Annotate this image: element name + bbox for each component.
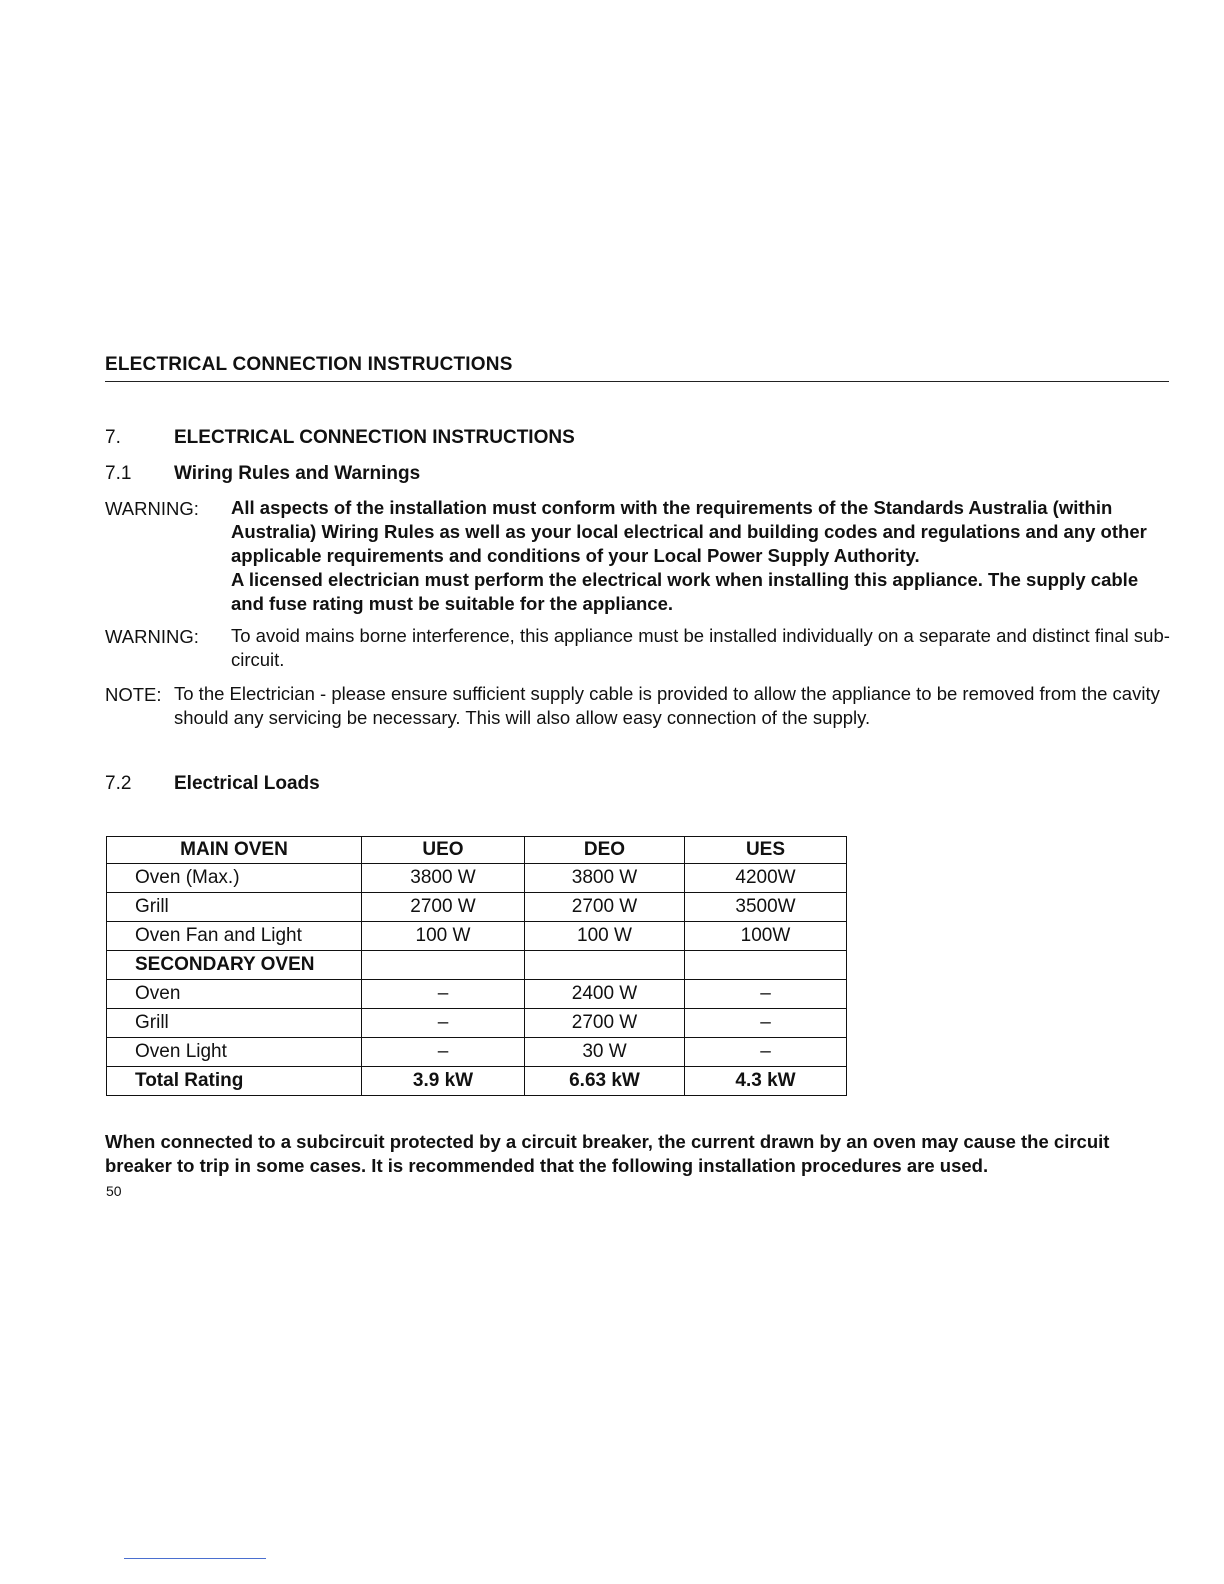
table-cell: 2700 W: [362, 893, 525, 922]
table-cell: –: [685, 980, 847, 1009]
table-cell: 2700 W: [525, 893, 685, 922]
table-cell: 2700 W: [525, 1009, 685, 1038]
table-row: [107, 1038, 847, 1067]
table-cell: –: [362, 1009, 525, 1038]
subsection-title: Wiring Rules and Warnings: [174, 463, 421, 484]
table-cell: Oven Fan and Light: [107, 922, 362, 951]
electrical-loads-table: [106, 836, 847, 1096]
table-cell: 3500W: [685, 893, 847, 922]
table-header-cell: UES: [685, 837, 847, 864]
table-cell: Grill: [107, 1009, 362, 1038]
warning-paragraph: To avoid mains borne interference, this appliance must be installed individually on a separate and distinct final sub-circuit.: [231, 625, 1170, 670]
table-header-cell: UEO: [362, 837, 525, 864]
table-cell: [685, 951, 847, 980]
page-number: 50: [106, 1183, 122, 1199]
warning-label: WARNING:: [105, 498, 199, 519]
warning-paragraph: All aspects of the installation must conform with the requirements of the Standards Australia (within Australia) Wiring Rules as well as your local electrical and building codes and regulations and any other applicable requirements and conditions of your Local Power Supply Authority.: [231, 497, 1147, 566]
note-label: NOTE:: [105, 684, 162, 705]
table-cell: Total Rating: [107, 1067, 362, 1096]
warning-paragraph: A licensed electrician must perform the electrical work when installing this appliance. The supply cable and fuse rating must be suitable for the appliance.: [231, 569, 1139, 614]
table-row: [107, 980, 847, 1009]
table-cell: Grill: [107, 893, 362, 922]
table-header-cell: MAIN OVEN: [107, 837, 362, 864]
table-cell: 3800 W: [525, 864, 685, 893]
table-row: [107, 951, 847, 980]
section-number: 7.: [105, 427, 121, 448]
table-cell: 4.3 kW: [685, 1067, 847, 1096]
note-text: [174, 682, 1172, 730]
table-cell: Oven (Max.): [107, 864, 362, 893]
page-header: ELECTRICAL CONNECTION INSTRUCTIONS: [105, 354, 513, 375]
table-row: [107, 864, 847, 893]
table-cell: 30 W: [525, 1038, 685, 1067]
table-header-row: [107, 837, 847, 864]
table-row: [107, 922, 847, 951]
table-cell: SECONDARY OVEN: [107, 951, 362, 980]
table-cell: –: [362, 1038, 525, 1067]
table-cell: 6.63 kW: [525, 1067, 685, 1096]
table-cell: Oven: [107, 980, 362, 1009]
table-total-row: [107, 1067, 847, 1096]
table-cell: –: [685, 1038, 847, 1067]
warning-text: [231, 496, 1171, 616]
warning-label: WARNING:: [105, 626, 199, 647]
table-cell: 4200W: [685, 864, 847, 893]
table-header-cell: DEO: [525, 837, 685, 864]
table-row: [107, 893, 847, 922]
table-cell: 100W: [685, 922, 847, 951]
subsection-title: Electrical Loads: [174, 773, 320, 794]
table-cell: 100 W: [525, 922, 685, 951]
table-cell: [362, 951, 525, 980]
circuit-breaker-note: When connected to a subcircuit protected by a circuit breaker, the current drawn by an oven may cause the circuit breaker to trip in some cases. It is recommended that the following installation procedures are used.: [105, 1131, 1110, 1176]
section-title: ELECTRICAL CONNECTION INSTRUCTIONS: [174, 427, 575, 448]
warning-text: [231, 624, 1171, 672]
decorative-underline: [124, 1558, 266, 1559]
table-cell: [525, 951, 685, 980]
table-cell: 100 W: [362, 922, 525, 951]
table-cell: 2400 W: [525, 980, 685, 1009]
table-cell: –: [362, 980, 525, 1009]
table-cell: –: [685, 1009, 847, 1038]
note-paragraph: To the Electrician - please ensure sufficient supply cable is provided to allow the appliance to be removed from the cavity should any servicing be necessary. This will also allow easy connection of the supply.: [174, 683, 1160, 728]
subsection-number: 7.1: [105, 463, 132, 484]
subsection-number: 7.2: [105, 773, 132, 794]
table-cell: 3800 W: [362, 864, 525, 893]
table-row: [107, 1009, 847, 1038]
header-divider: [105, 381, 1169, 382]
table-cell: Oven Light: [107, 1038, 362, 1067]
table-cell: 3.9 kW: [362, 1067, 525, 1096]
